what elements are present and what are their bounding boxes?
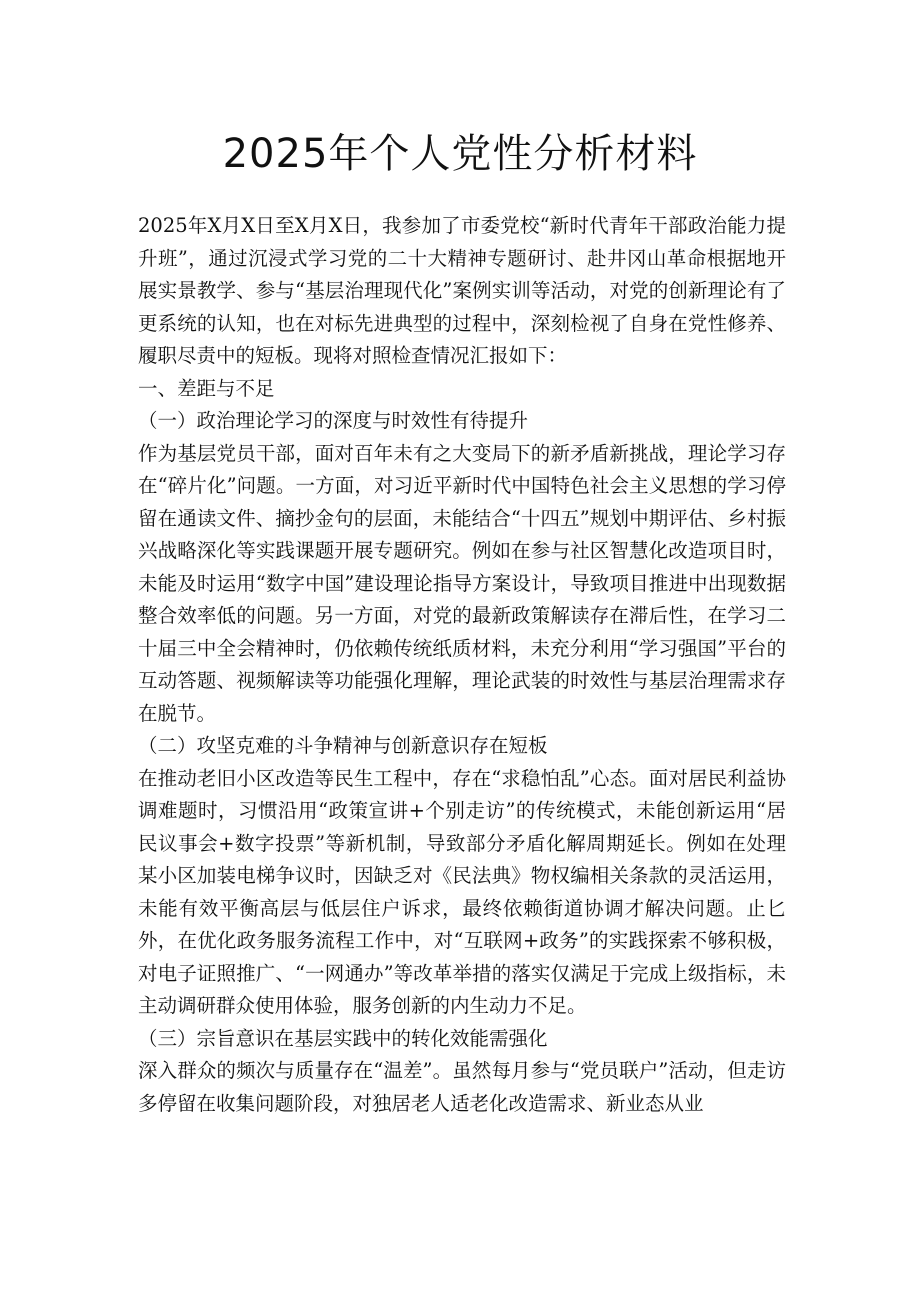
section-heading-gaps: 一、差距与不足 bbox=[138, 376, 275, 400]
subsection-heading-theory-study: （一）政治理论学习的深度与时效性有待提升 bbox=[138, 409, 529, 432]
subsection-heading-struggle-spirit: （二）攻坚克难的斗争精神与创新意识存在短板 bbox=[138, 734, 548, 757]
document-title: 2025年个人党性分析材料 bbox=[222, 131, 698, 177]
paragraph-theory-study: 作为基层党员干部，面对百年未有之大变局下的新矛盾新挑战，理论学习存在“碎片化”问题。一方面，对习近平新时代中国特色社会主义思想的学习停留在通读文件、摘抄金句的层面，未能结合“十四五”规划中期评估、乡村振兴战略深化等实践课题开展专题研究。例如在参与社区智慧化改造项目时，未能及时运用“数字中国”建设理论指导方案设计，导致项目推进中出现数据整合效率低的问题。另一方面，对党的最新政策解读存在滞后性，在学习二十届三中全会精神时，仍依赖传统纸质材料，未充分利用“学习强国”平台的互动答题、视频解读等功能强化理解，理论武装的时效性与基层治理需求存在脱节。 bbox=[138, 441, 786, 725]
intro-paragraph: 2025年X月X日至X月X日，我参加了市委党校“新时代青年干部政治能力提升班”，通过沉浸式学习党的二十大精神专题研讨、赴井冈山革命根据地开展实景教学、参与“基层治理现代化”案例实训等活动，对党的创新理论有了更系统的认知，也在对标先进典型的过程中，深刻检视了自身在党性修养、履职尽责中的短板。现将对照检查情况汇报如下： bbox=[138, 214, 786, 367]
subsection-heading-purpose-awareness: （三）宗旨意识在基层实践中的转化效能需强化 bbox=[138, 1026, 548, 1050]
document-body bbox=[138, 210, 786, 1120]
paragraph-struggle-spirit: 在推动老旧小区改造等民生工程中，存在“求稳怕乱”心态。面对居民利益协调难题时，习惯沿用“政策宣讲+个别走访”的传统模式，未能创新运用“居民议事会+数字投票”等新机制，导致部分矛盾化解周期延长。例如在处理某小区加装电梯争议时，因缺乏对《民法典》物权编相关条款的灵活运用，未能有效平衡高层与低层住户诉求，最终依赖街道协调才解决问题。止匕外，在优化政务服务流程工作中，对“互联网+政务”的实践探索不够积极，对电子证照推广、“一网通办”等改革举措的落实仅满足于完成上级指标，未主动调研群众使用体验，服务创新的内生动力不足。 bbox=[138, 766, 786, 1017]
paragraph-purpose-awareness: 深入群众的频次与质量存在“温差”。虽然每月参与“党员联户”活动，但走访多停留在收集问题阶段，对独居老人适老化改造需求、新业态从业 bbox=[138, 1059, 786, 1115]
